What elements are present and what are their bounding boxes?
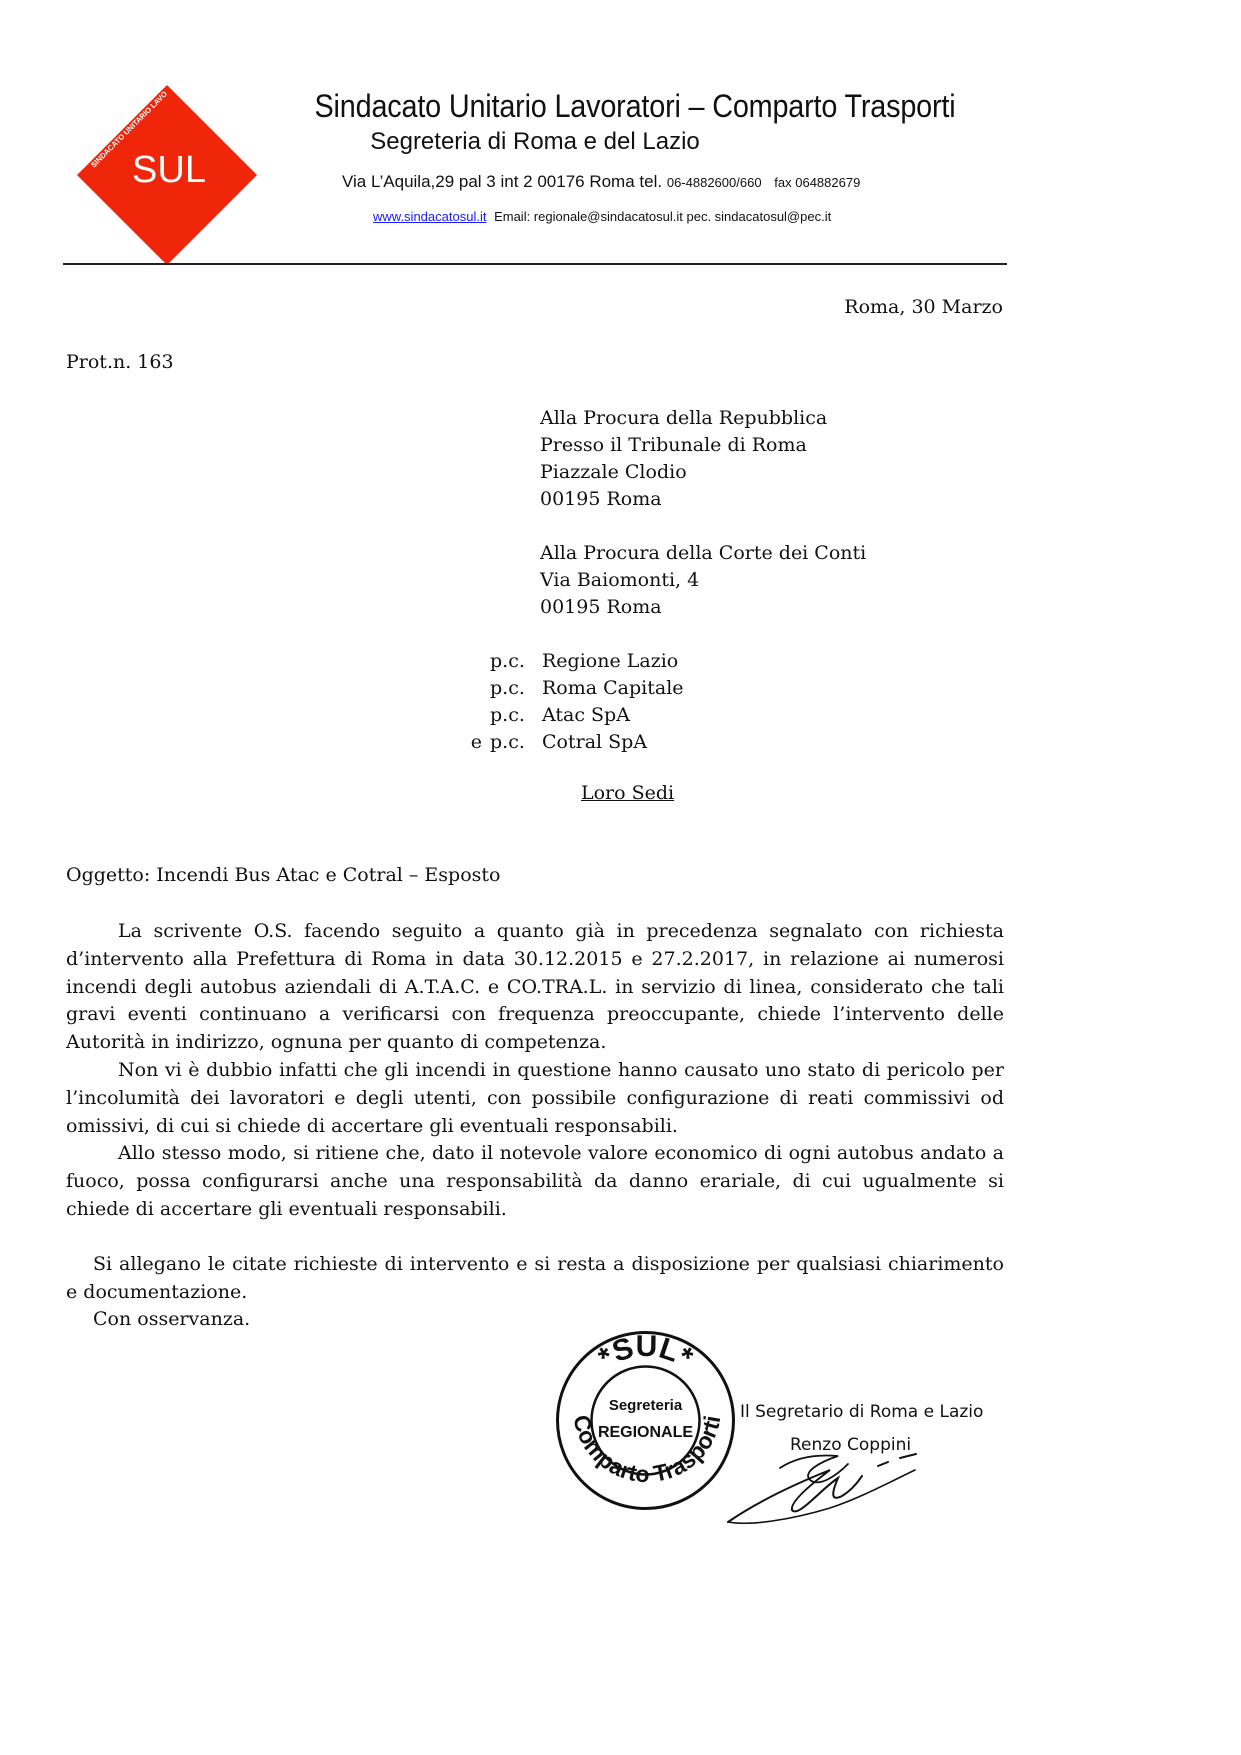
cc-label: p.c.: [490, 704, 525, 726]
org-contacts-line: [373, 209, 831, 224]
letter-subject: Oggetto: Incendi Bus Atac e Cotral – Esposto: [66, 864, 501, 886]
handwritten-signature: [720, 1430, 940, 1530]
sul-logo: [72, 80, 262, 270]
stamp-ring-text: Comparto Trasporti: [568, 1412, 726, 1488]
website-link[interactable]: www.sindacatosul.it: [373, 209, 487, 224]
loro-sedi: Loro Sedi: [581, 782, 675, 804]
recipient-line: 00195 Roma: [540, 596, 662, 618]
cc-label: p.c.: [490, 731, 525, 753]
letter-body: [66, 918, 1004, 1334]
recipient-line: Piazzale Clodio: [540, 461, 687, 483]
recipient-line: Alla Procura della Repubblica: [540, 407, 828, 429]
logo-arc-text: SINDACATO UNITARIO LAVO: [89, 89, 170, 170]
org-subtitle: Segreteria di Roma e del Lazio: [370, 128, 700, 155]
email-contacts: Email: regionale@sindacatosul.it pec. sindacatosul@pec.it: [494, 209, 832, 224]
cc-item: [440, 729, 684, 756]
header-divider: [63, 263, 1007, 265]
logo-text: SUL: [132, 149, 206, 191]
signatory-name: Renzo Coppini: [790, 1435, 912, 1455]
org-address-line: [342, 172, 860, 192]
letter-date: Roma, 30 Marzo: [844, 296, 1003, 318]
svg-text:*SUL*: [593, 1330, 699, 1375]
signature-scribble: [720, 1430, 940, 1530]
recipient-line: Presso il Tribunale di Roma: [540, 434, 807, 456]
cc-prefix: [440, 675, 490, 702]
body-paragraph: La scrivente O.S. facendo seguito a quanto già in precedenza segnalato con richiesta d’intervento alla Prefettura di Roma in data 30.12.2015 e 27.2.2017, in relazione ai numerosi incendi degli autobus aziendali di A.T.A.C. e CO.TRA.L. in servizio di linea, considerato che tali gravi eventi continuano a verificarsi con frequenza preoccupante, chiede l’intervento delle Autorità in indirizzo, ognuna per quanto di competenza.: [66, 920, 1004, 1054]
stamp-center-line-2: REGIONALE: [597, 1424, 694, 1441]
cc-name: Roma Capitale: [542, 677, 684, 699]
cc-prefix: [440, 702, 490, 729]
recipient-line: Via Baiomonti, 4: [540, 569, 700, 591]
tel-label: tel.: [639, 172, 663, 191]
cc-name: Regione Lazio: [542, 650, 679, 672]
closing-paragraph: Si allegano le citate richieste di intervento e si resta a disposizione per qualsiasi chiarimento e documentazione.: [66, 1252, 1004, 1303]
recipient-block: [540, 405, 866, 513]
cc-label: p.c.: [490, 677, 525, 699]
body-paragraph: Allo stesso modo, si ritiene che, dato il notevole valore economico di ogni autobus andato a fuoco, possa configurarsi anche una responsabilità da danno erariale, di cui ugualmente si chiede di accertare gli eventuali responsabili.: [66, 1142, 1004, 1220]
org-name: Sindacato Unitario Lavoratori – Comparto Trasporti: [314, 88, 956, 124]
cc-prefix: e: [470, 731, 482, 753]
recipients: [540, 405, 866, 648]
stamp-top-text: *SUL*: [592, 1329, 699, 1375]
recipient-line: Alla Procura della Corte dei Conti: [540, 542, 867, 564]
cc-label: p.c.: [490, 650, 525, 672]
cc-item: [440, 675, 684, 702]
stamp-graphic: [553, 1328, 738, 1513]
cc-list: [440, 648, 684, 756]
protocol-number: Prot.n. 163: [66, 351, 174, 373]
cc-item: [440, 648, 684, 675]
sul-logo-graphic: [72, 80, 262, 270]
body-paragraph: Non vi è dubbio infatti che gli incendi in questione hanno causato uno stato di pericolo per l’incolumità dei lavoratori e degli utenti, con possibile configurazione di reati commissivi od omissivi, di cui si chiede di accertare gli eventuali responsabili.: [66, 1058, 1004, 1137]
cc-prefix: [440, 648, 490, 675]
org-address: Via L’Aquila,29 pal 3 int 2 00176 Roma: [342, 172, 635, 191]
cc-name: Atac SpA: [542, 704, 630, 726]
closing-salutation: Con osservanza.: [93, 1308, 251, 1331]
recipient-block: [540, 540, 866, 621]
signatory-title: Il Segretario di Roma e Lazio: [740, 1402, 984, 1422]
stamp-center-line-1: Segreteria: [608, 1397, 683, 1414]
recipient-line: 00195 Roma: [540, 488, 662, 510]
cc-item: [440, 702, 684, 729]
fax-number: fax 064882679: [774, 175, 861, 190]
cc-name: Cotral SpA: [542, 731, 648, 753]
official-stamp: [553, 1328, 738, 1513]
tel-number: 06-4882600/660: [666, 175, 762, 190]
